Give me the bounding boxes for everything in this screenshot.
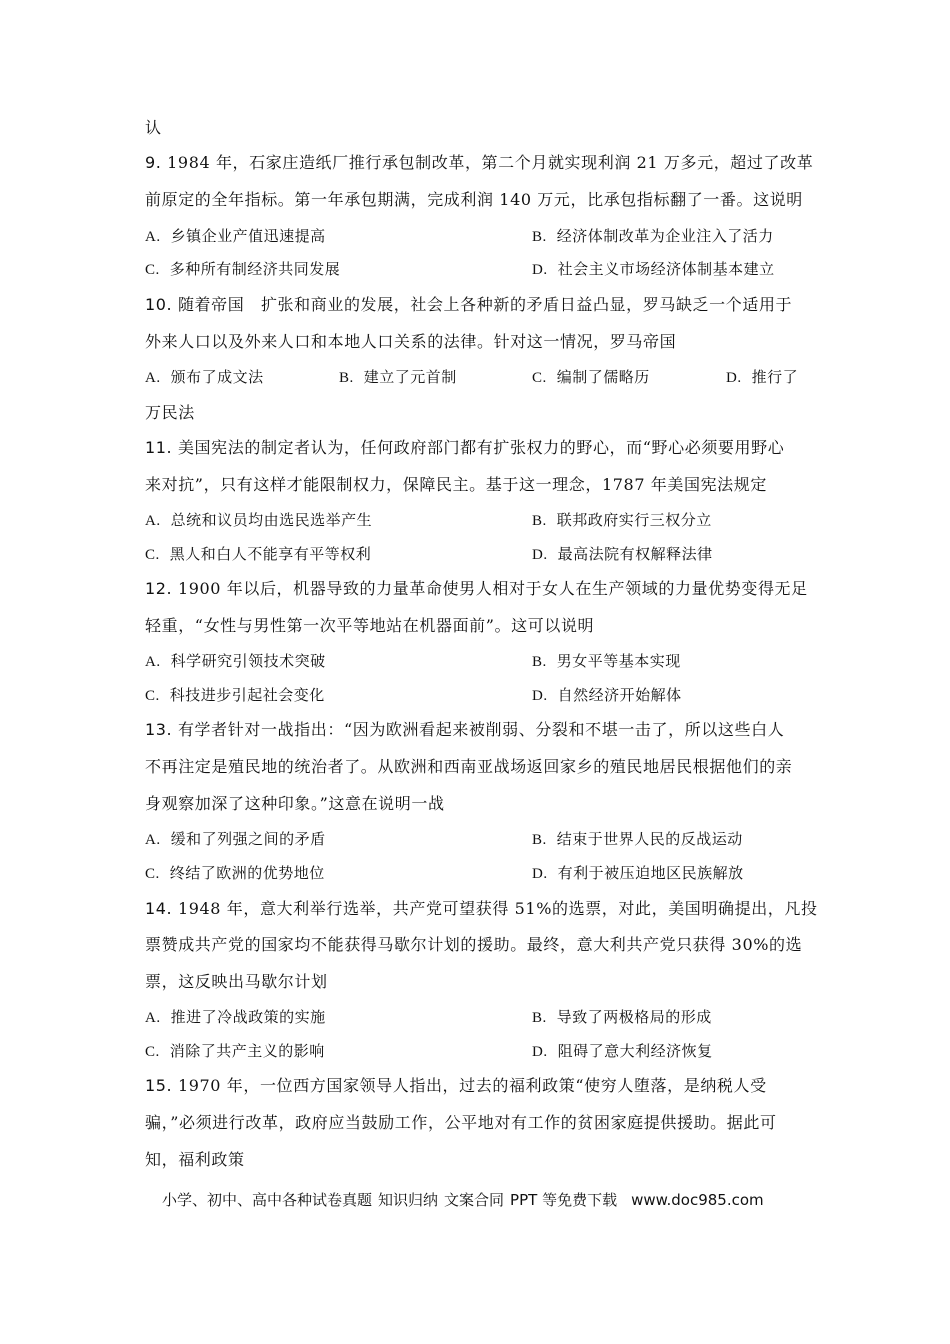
- page-footer: 小学、初中、高中各种试卷真题 知识归纳 文案合同 PPT 等免费下载 www.doc985.com: [162, 1191, 764, 1209]
- option-d: D. 社会主义市场经济体制基本建立: [532, 260, 775, 278]
- option-b: B. 导致了两极格局的形成: [532, 1008, 712, 1026]
- question-number: 13.: [145, 720, 173, 739]
- option-d: D. 推行了: [726, 368, 799, 386]
- option-d: D. 有利于被压迫地区民族解放: [532, 864, 744, 882]
- option-b: B. 结束于世界人民的反战运动: [532, 830, 743, 848]
- question-stem-line: 身观察加深了这种印象。”这意在说明一战: [145, 794, 445, 813]
- question-stem-line: 外来人口以及外来人口和本地人口关系的法律。针对这一情况，罗马帝国: [145, 332, 677, 351]
- option-a: A. 颁布了成文法: [145, 368, 264, 386]
- option-c: C. 消除了共产主义的影响: [145, 1042, 325, 1060]
- option-a: A. 乡镇企业产值迅速提高: [145, 227, 326, 245]
- option-c: C. 编制了儒略历: [532, 368, 650, 386]
- question-stem-line: 前原定的全年指标。第一年承包期满，完成利润 140 万元，比承包指标翻了一番。这说明: [145, 190, 803, 209]
- question-stem-line: 骗，”必须进行改革，政府应当鼓励工作，公平地对有工作的贫困家庭提供援助。据此可: [145, 1113, 777, 1132]
- question-stem-line: 15. 1970 年，一位西方国家领导人指出，过去的福利政策“使穷人堕落，是纳税人受: [145, 1076, 767, 1095]
- question-stem-line: 9. 1984 年，石家庄造纸厂推行承包制改革，第二个月就实现利润 21 万多元，超过了改革: [145, 153, 814, 172]
- option-a: A. 总统和议员均由选民选举产生: [145, 511, 373, 529]
- option-c: C. 科技进步引起社会变化: [145, 686, 325, 704]
- option-d: D. 阻碍了意大利经济恢复: [532, 1042, 713, 1060]
- option-c: C. 终结了欧洲的优势地位: [145, 864, 325, 882]
- option-c: C. 多种所有制经济共同发展: [145, 260, 341, 278]
- option-d: D. 最高法院有权解释法律: [532, 545, 713, 563]
- footer-link[interactable]: www.doc985.com: [631, 1191, 764, 1209]
- question-number: 12.: [145, 579, 173, 598]
- option-d: D. 自然经济开始解体: [532, 686, 682, 704]
- question-stem-line: 知，福利政策: [145, 1150, 245, 1169]
- option-b: B. 男女平等基本实现: [532, 652, 681, 670]
- previous-question-tail: 认: [145, 118, 162, 137]
- question-stem-line: 来对抗”，只有这样才能限制权力，保障民主。基于这一理念，1787 年美国宪法规定: [145, 475, 767, 494]
- question-number: 10.: [145, 295, 173, 314]
- option-a: A. 缓和了列强之间的矛盾: [145, 830, 326, 848]
- question-stem-line: 10. 随着帝国 扩张和商业的发展，社会上各种新的矛盾日益凸显，罗马缺乏一个适用于: [145, 295, 793, 314]
- question-stem-line: 14. 1948 年，意大利举行选举，共产党可望获得 51%的选票，对此，美国明确提出，凡投: [145, 899, 818, 918]
- question-stem-line: 12. 1900 年以后，机器导致的力量革命使男人相对于女人在生产领域的力量优势变得无足: [145, 579, 808, 598]
- question-number: 14.: [145, 899, 173, 918]
- question-stem-line: 票，这反映出马歇尔计划: [145, 972, 328, 991]
- question-stem-line: 不再注定是殖民地的统治者了。从欧洲和西南亚战场返回家乡的殖民地居民根据他们的亲: [145, 757, 793, 776]
- option-b: B. 经济体制改革为企业注入了活力: [532, 227, 774, 245]
- option-a: A. 科学研究引领技术突破: [145, 652, 326, 670]
- option-b: B. 建立了元首制: [339, 368, 457, 386]
- question-stem-line: 13. 有学者针对一战指出：“因为欧洲看起来被削弱、分裂和不堪一击了，所以这些白人: [145, 720, 785, 739]
- question-number: 11.: [145, 438, 173, 457]
- question-number: 9.: [145, 153, 162, 172]
- question-stem-line: 轻重，“女性与男性第一次平等地站在机器面前”。这可以说明: [145, 616, 595, 635]
- question-stem-line: 票赞成共产党的国家均不能获得马歇尔计划的援助。最终，意大利共产党只获得 30%的选: [145, 935, 803, 954]
- question-stem-line: 11. 美国宪法的制定者认为，任何政府部门都有扩张权力的野心，而“野心必须要用野心: [145, 438, 785, 457]
- option-b: B. 联邦政府实行三权分立: [532, 511, 712, 529]
- option-d-wrap: 万民法: [145, 403, 195, 422]
- option-c: C. 黑人和白人不能享有平等权利: [145, 545, 372, 563]
- question-number: 15.: [145, 1076, 173, 1095]
- option-a: A. 推进了冷战政策的实施: [145, 1008, 326, 1026]
